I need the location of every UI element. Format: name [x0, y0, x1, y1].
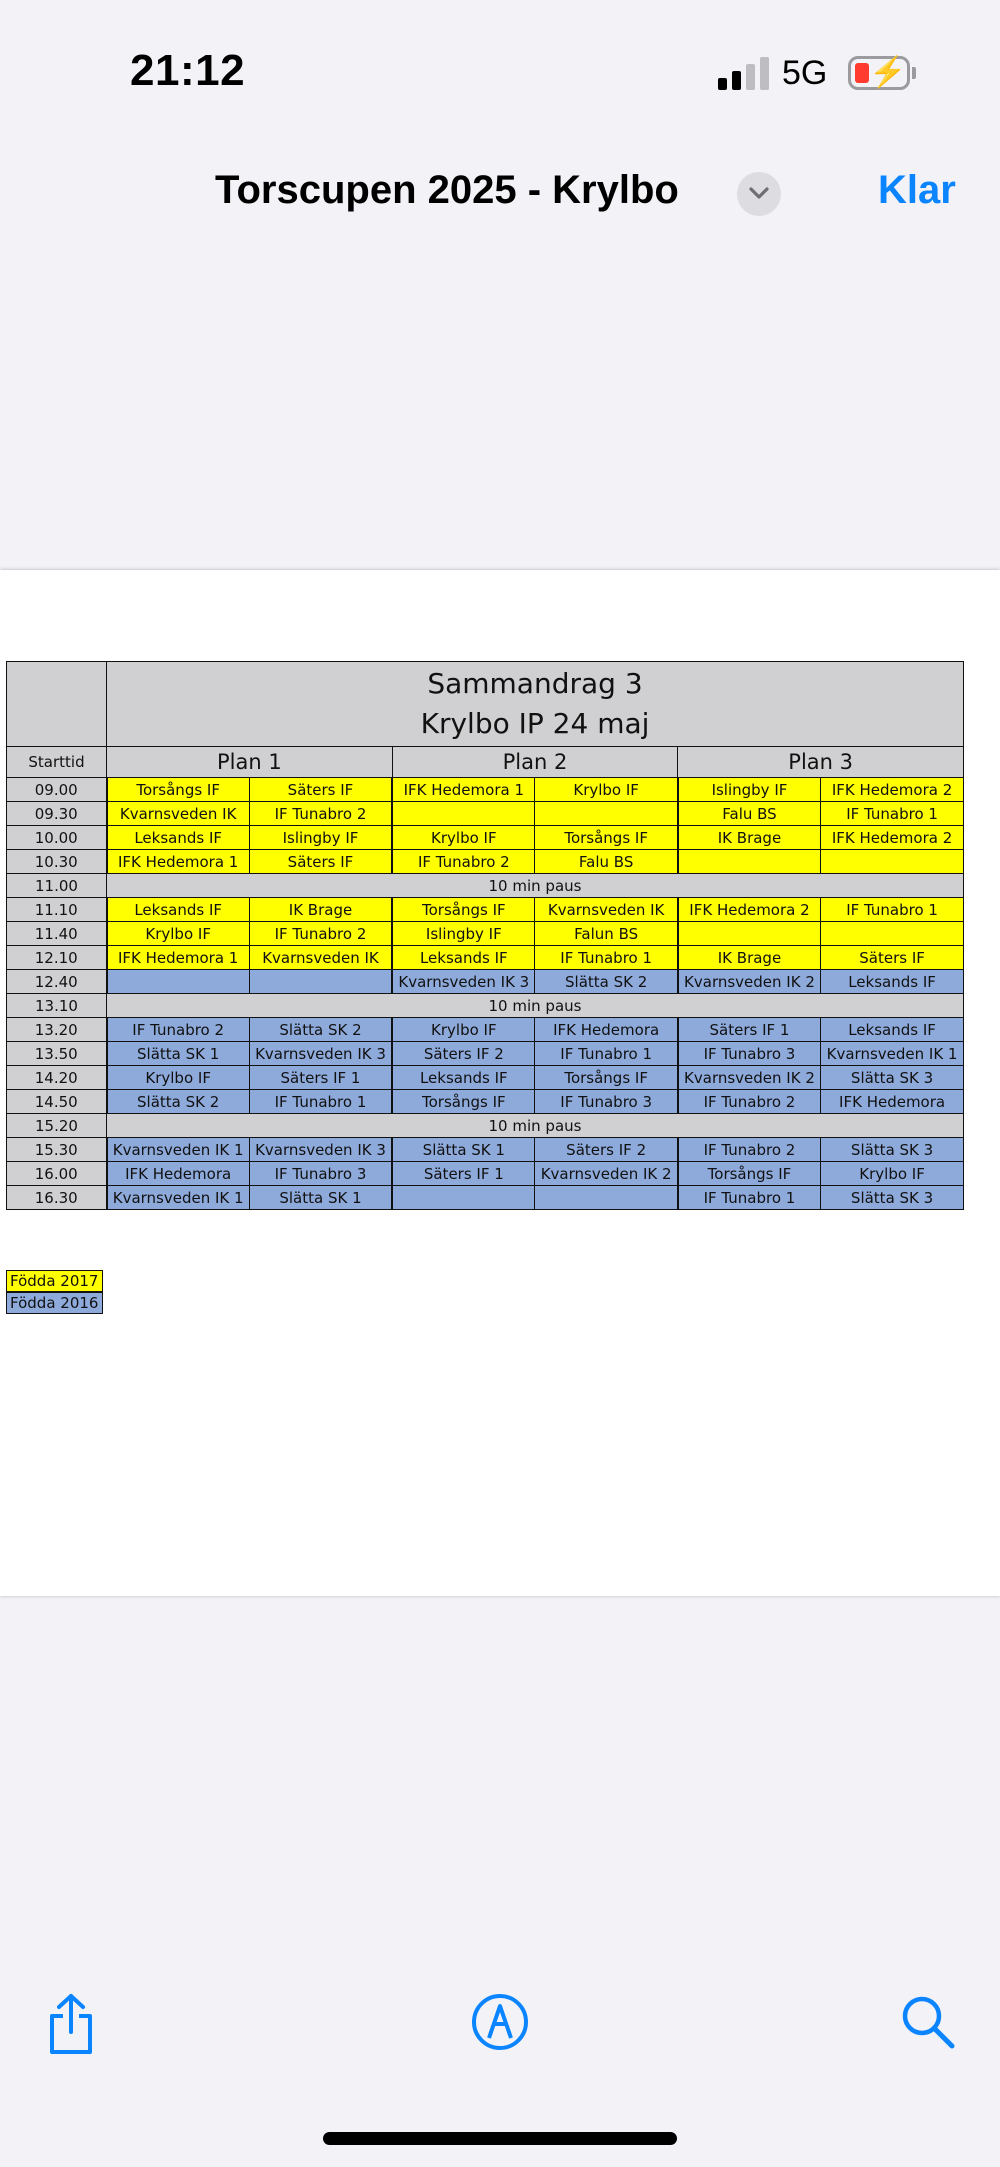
match-cell: IK Brage — [678, 946, 821, 970]
match-cell: Kvarnsveden IK — [535, 898, 678, 922]
legend-item-2016: Födda 2016 — [6, 1292, 103, 1314]
document-page — [0, 570, 1000, 1596]
match-cell: Slätta SK 3 — [821, 1186, 964, 1210]
match-cell: Kvarnsveden IK — [249, 946, 392, 970]
match-cell: IF Tunabro 3 — [249, 1162, 392, 1186]
pause-cell: 10 min paus — [107, 994, 964, 1018]
match-cell: IK Brage — [678, 826, 821, 850]
match-cell: Kvarnsveden IK 3 — [249, 1138, 392, 1162]
match-cell: Kvarnsveden IK 1 — [107, 1186, 250, 1210]
match-cell: IFK Hedemora 1 — [107, 946, 250, 970]
match-cell: Torsångs IF — [678, 1162, 821, 1186]
match-cell: Kvarnsveden IK — [107, 802, 250, 826]
match-cell: IF Tunabro 2 — [678, 1138, 821, 1162]
match-cell: Slätta SK 2 — [535, 970, 678, 994]
match-cell: Islingby IF — [392, 922, 535, 946]
match-cell: IK Brage — [249, 898, 392, 922]
match-cell: Torsångs IF — [392, 898, 535, 922]
table-row — [7, 922, 964, 946]
match-cell: Falu BS — [678, 802, 821, 826]
time-cell: 10.30 — [7, 850, 107, 874]
table-row — [7, 1162, 964, 1186]
chevron-down-icon — [748, 185, 770, 201]
match-cell: Torsångs IF — [535, 1066, 678, 1090]
match-cell: IF Tunabro 2 — [392, 850, 535, 874]
match-cell: Kvarnsveden IK 2 — [678, 1066, 821, 1090]
match-cell: Säters IF — [821, 946, 964, 970]
schedule-title — [107, 662, 964, 747]
time-cell: 16.00 — [7, 1162, 107, 1186]
match-cell: IFK Hedemora — [107, 1162, 250, 1186]
time-cell: 09.00 — [7, 778, 107, 802]
match-cell: Kvarnsveden IK 2 — [535, 1162, 678, 1186]
markup-button[interactable] — [470, 1992, 530, 2057]
match-cell: Torsångs IF — [392, 1090, 535, 1114]
match-cell: IF Tunabro 2 — [107, 1018, 250, 1042]
match-cell: Slätta SK 2 — [249, 1018, 392, 1042]
match-cell: IF Tunabro 3 — [678, 1042, 821, 1066]
time-cell: 11.40 — [7, 922, 107, 946]
pause-cell: 10 min paus — [107, 1114, 964, 1138]
match-cell: Slätta SK 1 — [107, 1042, 250, 1066]
match-cell: IFK Hedemora 2 — [678, 898, 821, 922]
bottom-toolbar — [0, 1960, 1000, 2090]
match-cell: IFK Hedemora 1 — [107, 850, 250, 874]
match-cell: IF Tunabro 1 — [821, 898, 964, 922]
match-cell: Säters IF 1 — [249, 1066, 392, 1090]
match-cell: Säters IF 1 — [678, 1018, 821, 1042]
match-cell: Torsångs IF — [107, 778, 250, 802]
schedule-title-line1: Sammandrag 3 — [427, 667, 643, 700]
match-cell: Leksands IF — [821, 970, 964, 994]
table-row — [7, 802, 964, 826]
share-icon — [46, 1992, 96, 2056]
match-cell: Kvarnsveden IK 1 — [107, 1138, 250, 1162]
time-cell: 15.20 — [7, 1114, 107, 1138]
match-cell: Slätta SK 2 — [107, 1090, 250, 1114]
table-row — [7, 1138, 964, 1162]
status-time: 21:12 — [130, 46, 246, 95]
match-cell: IF Tunabro 1 — [249, 1090, 392, 1114]
match-cell: IFK Hedemora 1 — [392, 778, 535, 802]
match-cell: Kvarnsveden IK 2 — [678, 970, 821, 994]
match-cell: Slätta SK 1 — [392, 1138, 535, 1162]
match-cell — [678, 850, 821, 874]
status-bar — [0, 0, 1000, 150]
match-cell — [535, 802, 678, 826]
match-cell: Krylbo IF — [821, 1162, 964, 1186]
time-cell: 12.40 — [7, 970, 107, 994]
time-cell: 15.30 — [7, 1138, 107, 1162]
table-row — [7, 1186, 964, 1210]
match-cell: IF Tunabro 3 — [535, 1090, 678, 1114]
legend-item-2017: Födda 2017 — [6, 1270, 103, 1292]
navigation-bar — [0, 150, 1000, 230]
match-cell: Säters IF — [249, 850, 392, 874]
network-type: 5G — [782, 54, 828, 92]
starttid-header: Starttid — [7, 747, 107, 778]
battery-icon — [848, 56, 910, 90]
table-row — [7, 850, 964, 874]
match-cell: Säters IF 2 — [535, 1138, 678, 1162]
match-cell: IF Tunabro 1 — [821, 802, 964, 826]
match-cell — [392, 1186, 535, 1210]
time-cell: 16.30 — [7, 1186, 107, 1210]
table-row — [7, 1018, 964, 1042]
plan-header-3: Plan 3 — [678, 747, 964, 778]
match-cell: IF Tunabro 1 — [535, 946, 678, 970]
search-icon — [898, 1992, 958, 2052]
legend — [6, 1270, 103, 1314]
match-cell: Kvarnsveden IK 3 — [249, 1042, 392, 1066]
match-cell: Krylbo IF — [392, 1018, 535, 1042]
match-cell: Säters IF — [249, 778, 392, 802]
match-cell — [249, 970, 392, 994]
match-cell: Krylbo IF — [107, 922, 250, 946]
time-cell: 11.10 — [7, 898, 107, 922]
match-cell: IFK Hedemora — [821, 1090, 964, 1114]
time-cell: 13.50 — [7, 1042, 107, 1066]
time-cell: 14.50 — [7, 1090, 107, 1114]
pause-cell: 10 min paus — [107, 874, 964, 898]
table-row — [7, 946, 964, 970]
search-button[interactable] — [898, 1992, 958, 2057]
home-indicator[interactable] — [323, 2132, 677, 2145]
table-row — [7, 1090, 964, 1114]
match-cell: Leksands IF — [392, 946, 535, 970]
match-cell: Krylbo IF — [392, 826, 535, 850]
table-corner — [7, 662, 107, 747]
plan-header-1: Plan 1 — [107, 747, 393, 778]
match-cell: Falun BS — [535, 922, 678, 946]
table-row — [7, 1066, 964, 1090]
time-cell: 13.10 — [7, 994, 107, 1018]
match-cell: IF Tunabro 1 — [535, 1042, 678, 1066]
pause-row — [7, 874, 964, 898]
match-cell: Slätta SK 3 — [821, 1066, 964, 1090]
match-cell: Slätta SK 1 — [249, 1186, 392, 1210]
match-cell: Krylbo IF — [535, 778, 678, 802]
match-cell: Kvarnsveden IK 3 — [392, 970, 535, 994]
table-row — [7, 970, 964, 994]
table-row — [7, 1042, 964, 1066]
match-cell: IFK Hedemora 2 — [821, 778, 964, 802]
match-cell — [821, 922, 964, 946]
match-cell: IFK Hedemora — [535, 1018, 678, 1042]
pause-row — [7, 1114, 964, 1138]
match-cell: Islingby IF — [678, 778, 821, 802]
match-cell: IF Tunabro 1 — [678, 1186, 821, 1210]
match-cell: Säters IF 1 — [392, 1162, 535, 1186]
match-cell: Torsångs IF — [535, 826, 678, 850]
table-row — [7, 898, 964, 922]
time-cell: 14.20 — [7, 1066, 107, 1090]
table-row — [7, 778, 964, 802]
charging-bolt-icon: ⚡ — [869, 56, 907, 89]
match-cell: Leksands IF — [107, 898, 250, 922]
match-cell — [392, 802, 535, 826]
table-row — [7, 826, 964, 850]
time-cell: 09.30 — [7, 802, 107, 826]
time-cell: 11.00 — [7, 874, 107, 898]
match-cell: IF Tunabro 2 — [678, 1090, 821, 1114]
match-cell: Leksands IF — [107, 826, 250, 850]
match-cell — [107, 970, 250, 994]
match-cell: Leksands IF — [392, 1066, 535, 1090]
match-cell: IF Tunabro 2 — [249, 922, 392, 946]
match-cell — [535, 1186, 678, 1210]
document-title[interactable]: Torscupen 2025 - Krylbo — [215, 168, 679, 212]
match-cell: Krylbo IF — [107, 1066, 250, 1090]
cellular-signal-icon — [718, 56, 770, 90]
match-cell — [821, 850, 964, 874]
match-cell: IF Tunabro 2 — [249, 802, 392, 826]
match-cell: Falu BS — [535, 850, 678, 874]
match-cell: Säters IF 2 — [392, 1042, 535, 1066]
schedule-table — [6, 661, 964, 1210]
time-cell: 10.00 — [7, 826, 107, 850]
match-cell: Slätta SK 3 — [821, 1138, 964, 1162]
match-cell: Leksands IF — [821, 1018, 964, 1042]
share-button[interactable] — [46, 1992, 96, 2061]
pause-row — [7, 994, 964, 1018]
match-cell: Islingby IF — [249, 826, 392, 850]
time-cell: 13.20 — [7, 1018, 107, 1042]
time-cell: 12.10 — [7, 946, 107, 970]
match-cell: Kvarnsveden IK 1 — [821, 1042, 964, 1066]
done-button[interactable]: Klar — [878, 168, 956, 212]
markup-icon — [470, 1992, 530, 2052]
title-menu-button[interactable] — [737, 172, 781, 216]
plan-header-2: Plan 2 — [392, 747, 678, 778]
match-cell: IFK Hedemora 2 — [821, 826, 964, 850]
schedule-title-line2: Krylbo IP 24 maj — [420, 707, 650, 740]
match-cell — [678, 922, 821, 946]
